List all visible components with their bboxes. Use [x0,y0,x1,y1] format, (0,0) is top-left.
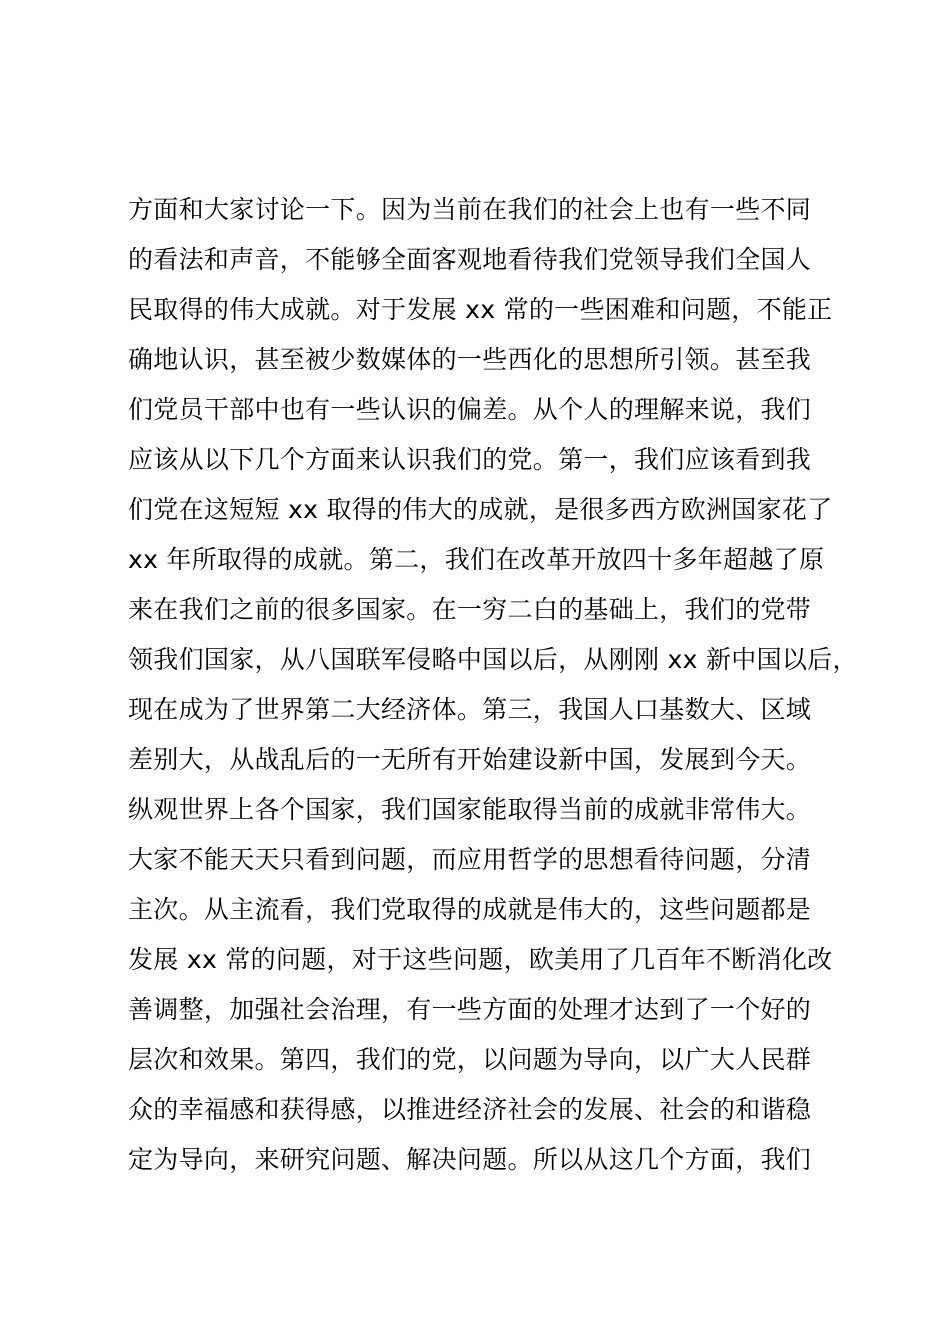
body-paragraph [128,185,858,1185]
text-line: 大家不能天天只看到问题，而应用哲学的思想看待问题，分清 [128,845,812,874]
text-line: 众的幸福感和获得感，以推进经济社会的发展、社会的和谐稳 [128,1095,812,1124]
text-line: 方面和大家讨论一下。因为当前在我们的社会上也有一些不同 [128,195,812,224]
text-line: xx 年所取得的成就。第二，我们在改革开放四十多年超越了原 [128,545,825,574]
text-line: 确地认识，甚至被少数媒体的一些西化的思想所引领。甚至我 [128,345,812,374]
text-line: 们党在这短短 xx 取得的伟大的成就，是很多西方欧洲国家花了 [128,495,833,524]
text-line: 来在我们之前的很多国家。在一穷二白的基础上，我们的党带 [128,595,812,624]
text-line: 差别大，从战乱后的一无所有开始建设新中国，发展到今天。 [128,745,812,774]
text-line: 领我们国家，从八国联军侵略中国以后，从刚刚 xx 新中国以后， [128,645,858,674]
text-line: 的看法和声音，不能够全面客观地看待我们党领导我们全国人 [128,245,812,274]
text-line: 们党员干部中也有一些认识的偏差。从个人的理解来说，我们 [128,395,812,424]
text-line: 发展 xx 常的问题，对于这些问题，欧美用了几百年不断消化改 [128,945,833,974]
text-line: 现在成为了世界第二大经济体。第三，我国人口基数大、区域 [128,695,812,724]
text-line: 民取得的伟大成就。对于发展 xx 常的一些困难和问题，不能正 [128,295,833,324]
text-line: 善调整，加强社会治理，有一些方面的处理才达到了一个好的 [128,995,812,1024]
text-line: 主次。从主流看，我们党取得的成就是伟大的，这些问题都是 [128,895,812,924]
text-line: 定为导向，来研究问题、解决问题。所以从这几个方面，我们 [128,1145,812,1174]
text-line: 层次和效果。第四，我们的党，以问题为导向，以广大人民群 [128,1045,812,1074]
text-line: 应该从以下几个方面来认识我们的党。第一，我们应该看到我 [128,445,812,474]
text-line: 纵观世界上各个国家，我们国家能取得当前的成就非常伟大。 [128,795,812,824]
